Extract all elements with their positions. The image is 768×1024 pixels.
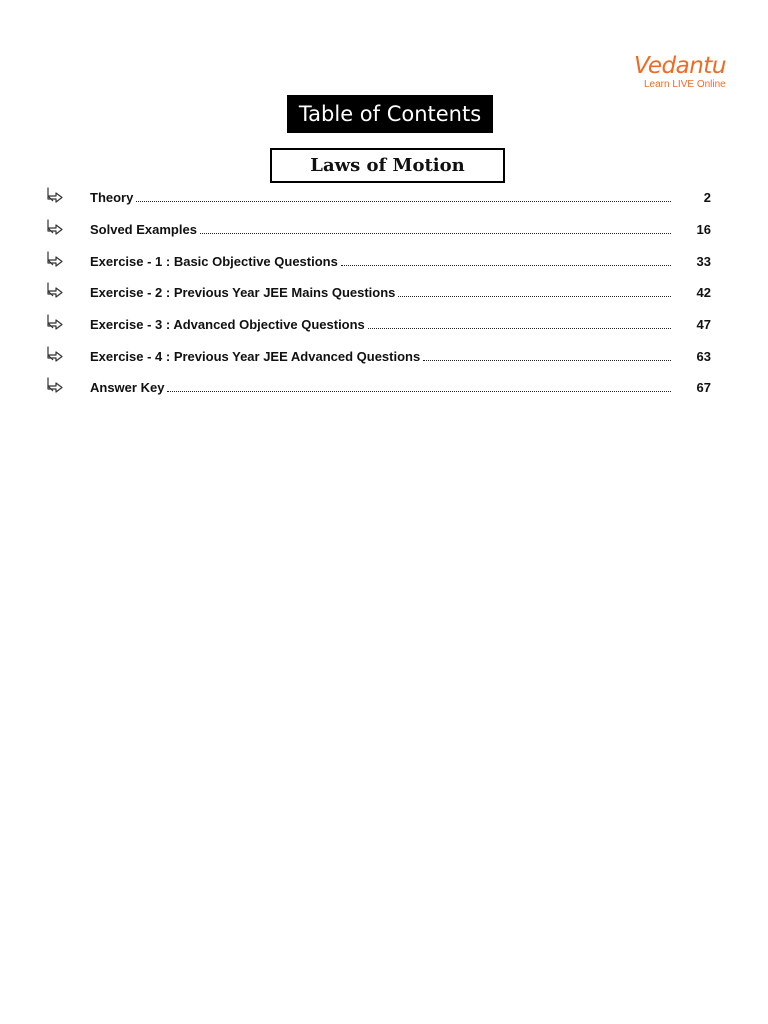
toc-entry-text <box>90 188 671 208</box>
toc-entry-label: Answer Key <box>90 380 165 395</box>
toc-entry-exercise-1[interactable] <box>44 252 716 272</box>
toc-entry-label: Exercise - 2 : Previous Year JEE Mains Questions <box>90 285 396 300</box>
toc-entry-label: Solved Examples <box>90 222 197 237</box>
toc-page-number: 42 <box>696 285 711 300</box>
toc-entry-exercise-2[interactable] <box>44 283 716 303</box>
toc-page-number: 33 <box>696 254 711 269</box>
dot-leader <box>368 328 671 329</box>
toc-entry-answer-key[interactable] <box>44 378 716 398</box>
toc-page-number: 16 <box>696 222 711 237</box>
arrow-bullet-icon <box>44 312 66 332</box>
arrow-bullet-icon <box>44 280 66 300</box>
toc-entry-text <box>90 378 671 398</box>
dot-leader <box>200 233 671 234</box>
toc-entry-text <box>90 220 671 240</box>
toc-page-number: 67 <box>696 380 711 395</box>
toc-page-number: 47 <box>696 317 711 332</box>
dot-leader <box>398 296 671 297</box>
arrow-bullet-icon <box>44 344 66 364</box>
arrow-bullet-icon <box>44 217 66 237</box>
toc-entry-text <box>90 347 671 367</box>
toc-entry-text <box>90 283 671 303</box>
toc-entry-text <box>90 315 671 335</box>
logo-wordmark: Vedantu <box>634 53 726 79</box>
toc-entry-theory[interactable] <box>44 188 716 208</box>
toc-entry-label: Exercise - 4 : Previous Year JEE Advanced Questions <box>90 349 421 364</box>
toc-entry-exercise-4[interactable] <box>44 347 716 367</box>
dot-leader <box>136 201 671 202</box>
toc-entry-exercise-3[interactable] <box>44 315 716 335</box>
toc-entry-label: Exercise - 3 : Advanced Objective Questions <box>90 317 365 332</box>
logo-tagline: Learn LIVE Online <box>644 79 726 90</box>
dot-leader <box>167 391 671 392</box>
arrow-bullet-icon <box>44 249 66 269</box>
toc-page-number: 2 <box>703 190 711 205</box>
subject-heading: Laws of Motion <box>270 148 505 183</box>
dot-leader <box>423 360 671 361</box>
toc-entry-label: Exercise - 1 : Basic Objective Questions <box>90 254 338 269</box>
arrow-bullet-icon <box>44 375 66 395</box>
toc-entry-solved-examples[interactable] <box>44 220 716 240</box>
toc-page-number: 63 <box>696 349 711 364</box>
toc-entry-label: Theory <box>90 190 134 205</box>
dot-leader <box>341 265 671 266</box>
toc-entry-text <box>90 252 671 272</box>
arrow-bullet-icon <box>44 185 66 205</box>
page-title: Table of Contents <box>287 95 493 133</box>
